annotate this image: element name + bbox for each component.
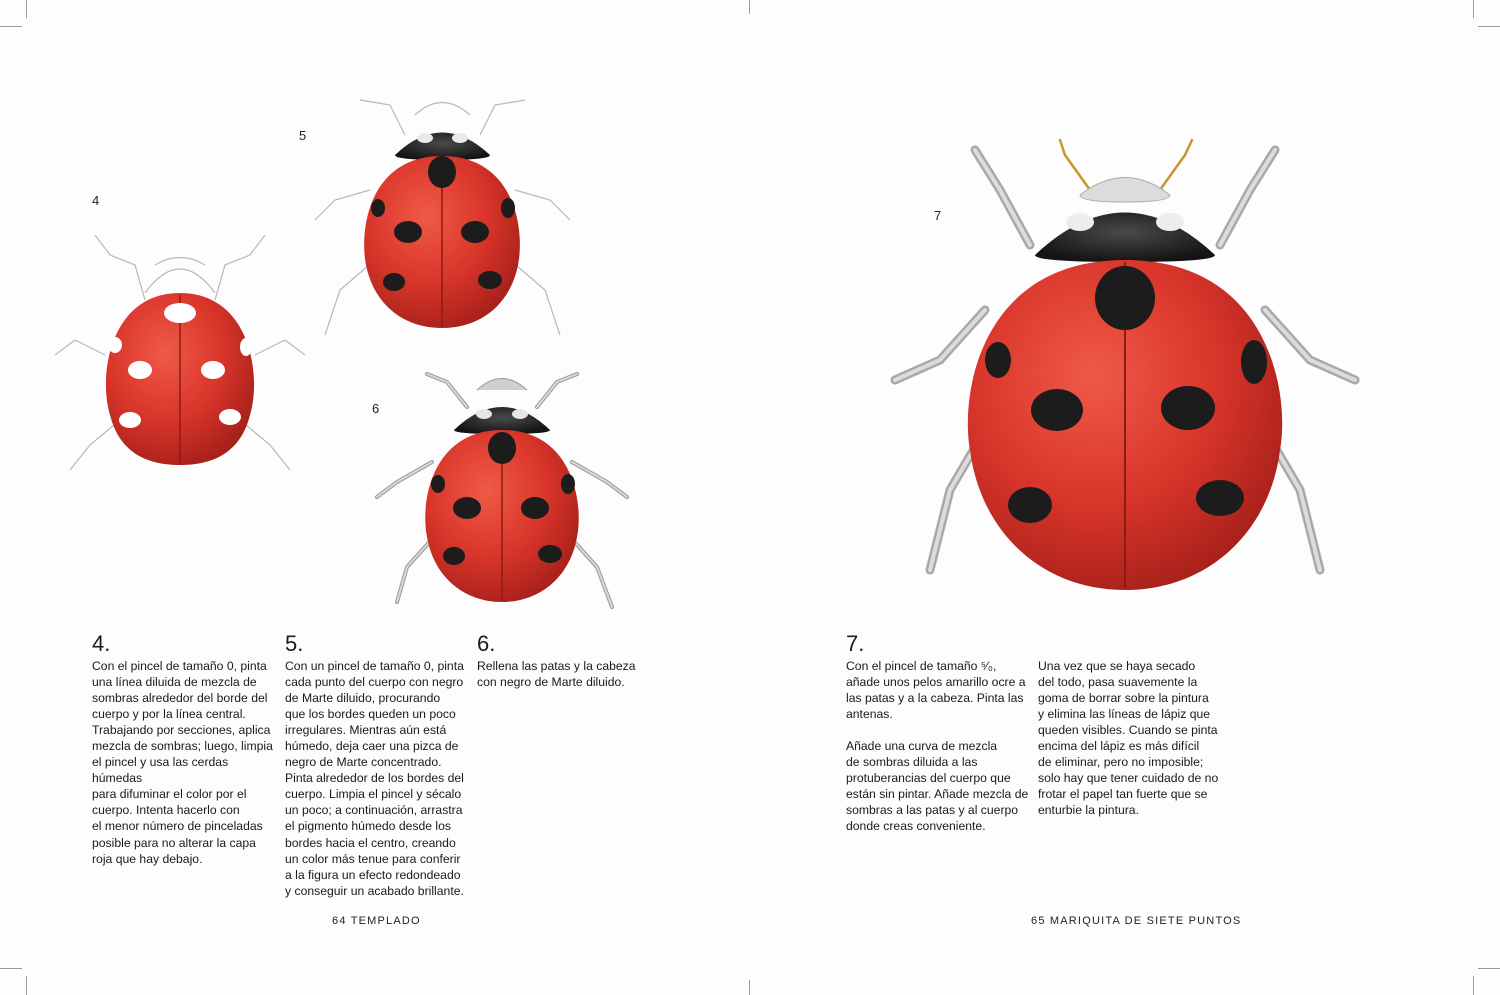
figure-number-5: 5 — [299, 128, 307, 143]
right-page — [750, 0, 1500, 995]
ladybird-illustration-stage-6-icon — [372, 362, 634, 617]
crop-mark — [26, 976, 27, 995]
crop-mark — [0, 968, 22, 969]
crop-mark — [1473, 0, 1474, 18]
step-number: 4. — [92, 631, 111, 656]
crop-mark — [1473, 976, 1474, 995]
step-7 — [846, 632, 1031, 835]
step-text: Con el pincel de tamaño ⁵⁄₀, añade unos pelos amarillo ocre a las patas y a la cabeza. Pinta las antenas. Añade una curva de mezcla de sombras diluida a las protuberancias del cuerpo que están sin pintar. Añade mezcla de sombras a las patas y al cuerpo donde creas conveniente. — [846, 659, 1029, 834]
step-text: Rellena las patas y la cabeza con negro de Marte diluido. — [477, 659, 636, 690]
step-text: Con un pincel de tamaño 0, pinta cada punto del cuerpo con negro de Marte diluido, procurando que los bordes queden un poco irregulares. Mientras aún está húmedo, deja caer una pizca de negro de Marte concentrado. Pinta alrededor de los bordes del cuerpo. Limpia el pincel y sécalo un poco; a continuación, arrastra el pigmento húmedo desde los bordes hacia el centro, creando un color más tenue para conferir a la figura un efecto redondeado y conseguir un acabado brillante. — [285, 659, 464, 898]
step-4 — [92, 632, 277, 867]
crop-mark — [0, 26, 22, 27]
step-5 — [285, 632, 470, 899]
ladybird-illustration-stage-5-icon — [310, 90, 575, 340]
step-7-continued — [1038, 632, 1223, 818]
page-folio-left: 64 TEMPLADO — [332, 915, 421, 927]
page-folio-right: 65 MARIQUITA DE SIETE PUNTOS — [1031, 915, 1242, 927]
ladybird-illustration-stage-7-icon — [880, 130, 1370, 615]
crop-mark — [1478, 26, 1500, 27]
step-number: 5. — [285, 631, 304, 656]
crop-mark — [1478, 968, 1500, 969]
step-number: 6. — [477, 631, 496, 656]
figure-number-6: 6 — [372, 401, 380, 416]
figure-number-7: 7 — [934, 208, 942, 223]
step-text: Con el pincel de tamaño 0, pinta una línea diluida de mezcla de sombras alrededor del borde del cuerpo y por la línea central. Trabajando por secciones, aplica mezcla de sombras; luego, limpia el pincel y usa las cerdas húmedas para difuminar el color por el cuerpo. Intenta hacerlo con el menor número de pinceladas posible para no alterar la capa roja que hay debajo. — [92, 659, 273, 866]
step-number: 7. — [846, 631, 865, 656]
figure-number-4: 4 — [92, 193, 100, 208]
step-6 — [477, 632, 662, 690]
crop-mark — [26, 0, 27, 18]
step-text: Una vez que se haya secado del todo, pasa suavemente la goma de borrar sobre la pintura y elimina las líneas de lápiz que queden visibles. Cuando se pinta encima del lápiz es más difícil de eliminar, pero no imposible; solo hay que tener cuidado de no frotar el papel tan fuerte que se enturbie la pintura. — [1038, 659, 1219, 818]
step-number — [1038, 632, 1223, 656]
ladybird-illustration-stage-4-icon — [50, 225, 310, 480]
